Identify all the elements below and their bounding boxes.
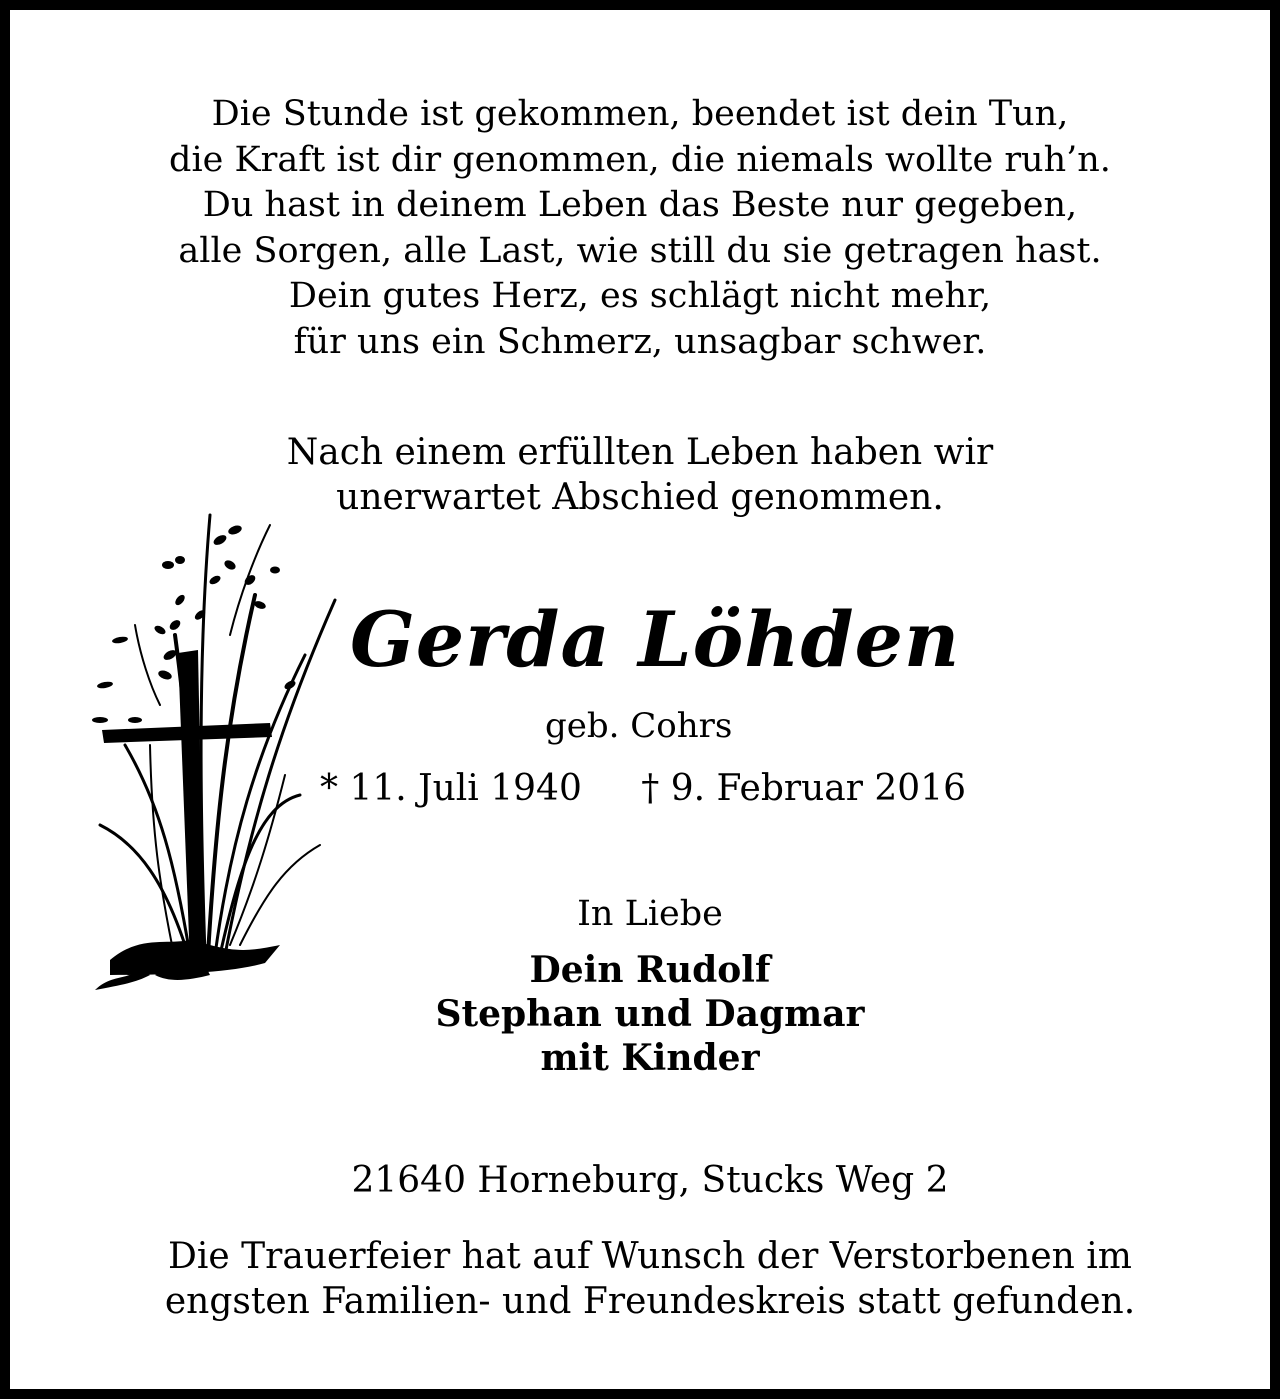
poem-line: Dein gutes Herz, es schlägt nicht mehr, <box>288 276 992 316</box>
mourners-list <box>10 948 1280 1080</box>
poem-line: Die Stunde ist gekommen, beendet ist dein Tun, <box>211 94 1069 134</box>
mourner-name: mit Kinder <box>540 1037 760 1079</box>
poem-line: Du hast in deinem Leben das Beste nur gegeben, <box>202 185 1078 225</box>
intro-line: unerwartet Abschied genommen. <box>336 477 944 518</box>
funeral-notice <box>10 1234 1280 1324</box>
poem-line: für uns ein Schmerz, unsagbar schwer. <box>293 321 987 362</box>
mourners-intro: In Liebe <box>577 894 723 934</box>
intro-line: Nach einem erfüllten Leben haben wir <box>286 432 994 473</box>
birth-date: * 11. Juli 1940 <box>320 768 582 809</box>
address: 21640 Horneburg, Stucks Weg 2 <box>351 1160 949 1201</box>
poem <box>10 92 1270 365</box>
notice-line: engsten Familien- und Freundeskreis statt gefunden. <box>164 1281 1136 1322</box>
life-dates <box>320 768 966 809</box>
mourner-name: Stephan und Dagmar <box>435 993 865 1035</box>
poem-line: alle Sorgen, alle Last, wie still du sie getragen hast. <box>178 230 1102 271</box>
deceased-name: Gerda Löhden <box>350 595 961 684</box>
poem-line: die Kraft ist dir genommen, die niemals wollte ruh’n. <box>169 139 1111 180</box>
maiden-name: geb. Cohrs <box>545 706 733 746</box>
death-date: † 9. Februar 2016 <box>641 768 967 809</box>
notice-line: Die Trauerfeier hat auf Wunsch der Verstorbenen im <box>168 1236 1132 1277</box>
mourner-name: Dein Rudolf <box>529 949 771 991</box>
